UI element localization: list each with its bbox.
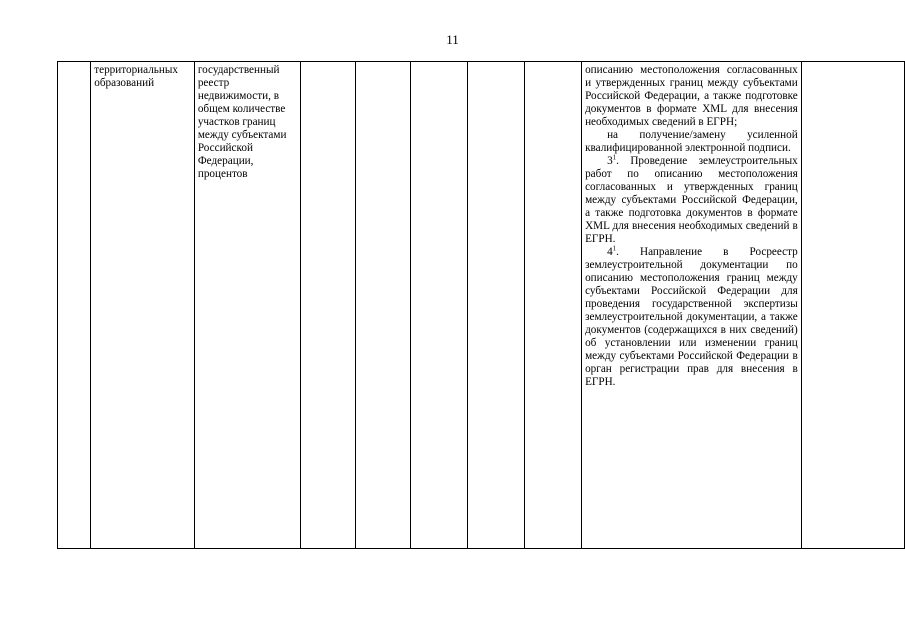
cell-measures	[582, 62, 802, 549]
measure-3-superscript: 1	[612, 153, 617, 162]
cell-number	[58, 62, 91, 549]
measure-4-text: . Направление в Росреестр землеустроительной документации по описанию местоположения границ между субъектами Российской Федерации для проведения государственной экспертизы землеустроительной документации, а также документов (содержащихся в них сведений) об установлении или изменении границ между субъектами Российской Федерации в орган регистрации прав для внесения в ЕГРН.	[585, 246, 798, 388]
program-table	[57, 61, 905, 549]
measure-3-number: 3	[607, 155, 613, 167]
table-row	[58, 62, 905, 549]
cell-indicator-continuation: территориальных образований	[91, 62, 195, 549]
cell-empty-5	[355, 62, 411, 549]
page-number: 11	[446, 32, 459, 47]
measure-paragraph-2: на получение/замену усиленной квалифицированной электронной подписи.	[585, 129, 798, 154]
measure-4-number: 4	[607, 246, 613, 258]
measure-3-text: . Проведение землеустроительных работ по описанию местоположения согласованных и утвержденных границ между субъектами Российской Федерации, а также подготовка документов в формате XML для внесения необходимых сведений в ЕГРН.	[585, 155, 798, 245]
cell-empty-4	[301, 62, 356, 549]
measure-paragraph-4	[585, 246, 798, 389]
measure-4-superscript: 1	[612, 244, 617, 253]
cell-indicator-description: государственный реестр недвижимости, в общем количестве участков границ между субъектами Российской Федерации, процентов	[194, 62, 300, 549]
measure-paragraph-1: описанию местоположения согласованных и утвержденных границ между субъектами Российской Федерации, а также подготовке документов в формате XML для внесения необходимых сведений в ЕГРН;	[585, 64, 798, 128]
cell-empty-10	[801, 62, 904, 549]
measure-paragraph-3	[585, 155, 798, 246]
cell-empty-7	[468, 62, 525, 549]
cell-empty-6	[411, 62, 468, 549]
cell-empty-8	[524, 62, 582, 549]
